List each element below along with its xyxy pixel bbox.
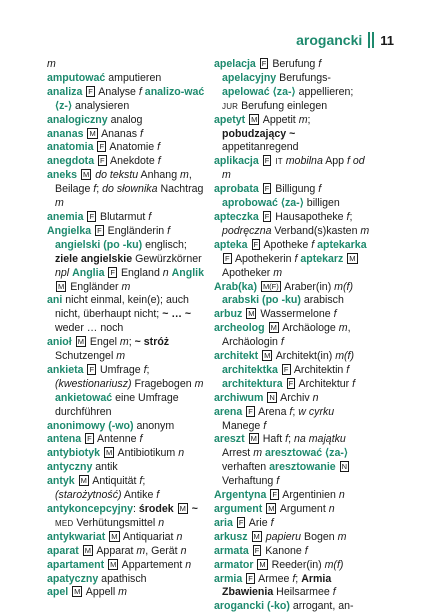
right-column xyxy=(214,58,372,614)
dictionary-entry: apetyt M Appetit m; pobudzający ~ appetitanregend xyxy=(214,113,311,154)
dictionary-entry: areszt M Haft f; na majątku Arrest m aresztować ⟨za-⟩ verhaften aresztowanie N Verhaftung f xyxy=(214,433,349,488)
dictionary-entry: arbuz M Wassermelone f xyxy=(214,308,337,321)
dictionary-entry: analogiczny analog xyxy=(47,113,143,126)
dictionary-entry: antykoncepcyjny: środek M ~ MED Verhütungsmittel n xyxy=(47,503,198,529)
dictionary-entry: aria F Arie f xyxy=(214,516,274,529)
dictionary-entry: arkusz M papieru Bogen m xyxy=(214,530,347,543)
dictionary-entry: aneks M do tekstu Anhang m, Beilage f; do słownika Nachtrag m xyxy=(47,169,204,210)
dictionary-entry: armator M Reeder(in) m(f) xyxy=(214,558,344,571)
dictionary-entry: antykwariat M Antiquariat n xyxy=(47,530,183,543)
dictionary-entry: armia F Armee f; Armia Zbawienia Heilsarmee f xyxy=(214,572,336,599)
dictionary-entry: antyczny antik xyxy=(47,461,118,474)
dictionary-columns xyxy=(47,58,372,614)
dictionary-entry: architekt M Architekt(in) m(f) architektka F Architektin f architektura F Architektur f xyxy=(214,350,356,390)
dictionary-entry: amputować amputieren xyxy=(47,71,162,84)
page-number: 11 xyxy=(380,32,394,48)
dictionary-entry: arena F Arena f; w cyrku Manege f xyxy=(214,405,335,432)
dictionary-entry: anioł M Engel m; ~ stróż Schutzengel m xyxy=(47,336,170,363)
dictionary-entry: Arab(ka) M(F) Araber(in) m(f) arabski (po -ku) arabisch xyxy=(214,280,353,307)
dictionary-entry: Angielka F Engländerin f angielski (po -ku) englisch; ziele angielskie Gewürzkörner npl Anglia F England n Anglik M Engländer m xyxy=(47,224,205,293)
dictionary-entry: antybiotyk M Antibiotikum n xyxy=(47,447,185,460)
dictionary-entry: ani nicht einmal, kein(e); auch nicht, überhaupt nicht; ~ … ~ weder … noch xyxy=(47,294,192,335)
dictionary-entry: anegdota F Anekdote f xyxy=(47,155,161,168)
dictionary-entry: m xyxy=(47,58,56,70)
header-divider xyxy=(368,32,374,48)
dictionary-entry: apteczka F Hausapotheke f; podręczna Verband(s)kasten m xyxy=(214,210,370,237)
dictionary-entry: apel M Appell m xyxy=(47,586,127,599)
page-header xyxy=(296,32,394,48)
running-headword: arogancki xyxy=(296,32,363,48)
dictionary-entry: arogancki (-ko) arrogant, an- xyxy=(214,600,354,613)
dictionary-entry: anonimowy (-wo) anonym xyxy=(47,419,175,432)
dictionary-entry: aparat M Apparat m, Gerät n xyxy=(47,544,187,557)
dictionary-entry: anemia F Blutarmut f xyxy=(47,210,152,223)
left-column xyxy=(47,58,205,614)
dictionary-entry: apatyczny apathisch xyxy=(47,572,147,585)
dictionary-entry: armata F Kanone f xyxy=(214,544,308,557)
dictionary-entry: antena F Antenne f xyxy=(47,433,143,446)
dictionary-entry: archeolog M Archäologe m, Archäologin f xyxy=(214,322,351,349)
dictionary-entry: aplikacja F IT mobilna App f od m xyxy=(214,155,365,182)
dictionary-entry: apelacja F Berufung f apelacyjny Berufungs- apelować ⟨za-⟩ appellieren; JUR Berufung einlegen xyxy=(214,58,354,112)
dictionary-entry: archiwum N Archiv n xyxy=(214,391,319,404)
dictionary-entry: argument M Argument n xyxy=(214,503,335,515)
dictionary-entry: apartament M Appartement n xyxy=(47,558,192,571)
dictionary-entry: analiza F Analyse f analizo-wać ⟨z-⟩ analysieren xyxy=(47,85,205,112)
dictionary-entry: ankieta F Umfrage f; (kwestionariusz) Fragebogen m ankietować eine Umfrage durchführen xyxy=(47,363,204,418)
dictionary-entry: aprobata F Billigung f aprobować ⟨za-⟩ billigen xyxy=(214,183,340,210)
dictionary-entry: anatomia F Anatomie f xyxy=(47,141,161,154)
dictionary-entry: apteka F Apotheke f aptekarka F Apothekerin f aptekarz M Apotheker m xyxy=(214,238,367,279)
dictionary-entry: ananas M Ananas f xyxy=(47,127,143,140)
dictionary-entry: antyk M Antiquität f; (starożytność) Antike f xyxy=(47,475,160,502)
dictionary-entry: Argentyna F Argentinien n xyxy=(214,489,345,502)
